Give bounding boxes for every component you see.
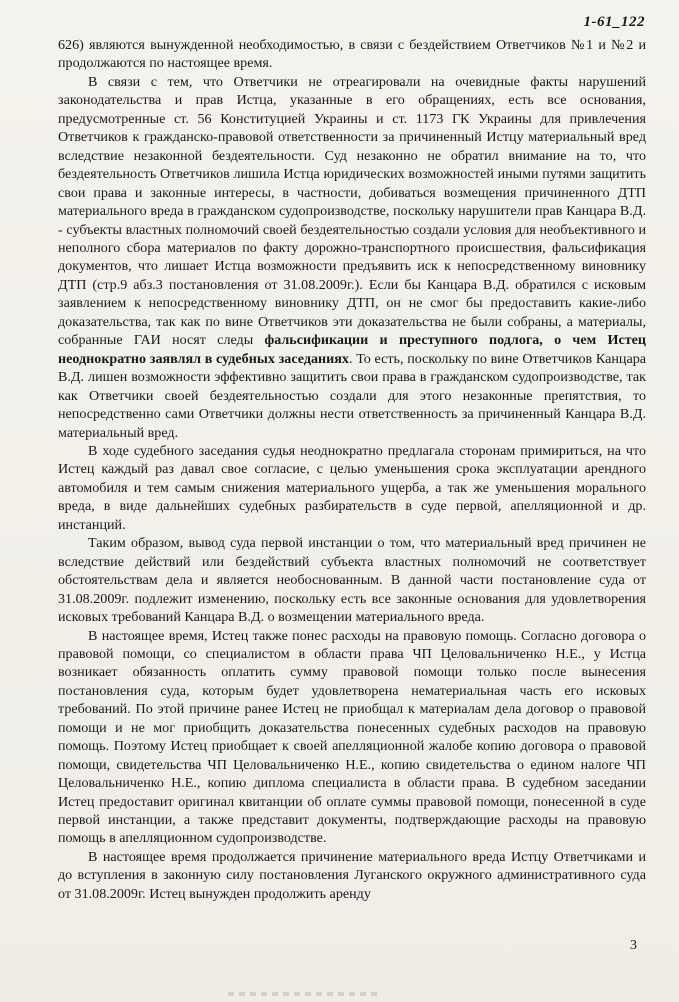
- paragraph-1: 626) являются вынужденной необходимостью, в связи с бездействием Ответчиков №1 и №2 и продолжаются по настоящее время.: [58, 37, 646, 72]
- document-code: 1-61_122: [583, 14, 645, 30]
- paragraph-5: В настоящее время, Истец также понес расходы на правовую помощь. Согласно договора о правовой помощи, со специалистом в области права ЧП Целовальниченко Н.Е., у Истца возникает обязанность оплатить сумму правовой помощи только после вынесения постановления суда, которым будет удовлетворена нематериальная часть его исковых требований. По этой причине ранее Истец не приобщал к материалам дела договор о правовой помощи и не мог приобщить доказательства понесенных судебных расходов на правовую помощь. Поэтому Истец приобщает к своей апелляционной жалобе копию договора о правовой помощи, свидетельства ЧП Целовальниченко Н.Е., копию свидетельства о едином налоге ЧП Целовальниченко Н.Е., копию диплома специалиста в области права. В судебном заседании Истец предоставит оригинал квитанции об оплате суммы правовой помощи, понесенной в суде первой инстанции, а также представит документы, подтверждающие расходы на правовую помощь в апелляционном судопроизводстве.: [58, 627, 646, 847]
- document-body: [58, 36, 646, 903]
- paragraph-2-text: В связи с тем, что Ответчики не отреагировали на очевидные факты нарушений законодательства и прав Истца, указанные в его обращениях, есть все основания, предусмотренные ст. 56 Конституцией Украины и ст. 1173 ГК Украины для привлечения Ответчиков к гражданско-правовой ответственности за причиненный Истцу материальный вред вследствие незаконной бездеятельности. Суд незаконно не обратил внимание на то, что бездеятельность Ответчиков лишила Истца юридических возможностей иными путями защитить свои права и законные интересы, в частности, добиваться возмещения причиненного ДТП материального вреда в гражданском судопроизводстве, поскольку нарушители прав Канцара В.Д. - субъекты властных полномочий своей бездеятельностью создали условия для необъективного и неполного сбора материалов по факту дорожно-транспортного происшествия, фальсификация документов, что лишает Истца возможности предъявить иск к непосредственному виновнику ДТП (стр.9 абз.3 постановления от 31.08.2009г.). Если бы Канцара В.Д. обратился с исковым заявлением к непосредственному виновнику ДТП, он не смог бы предоставить какие-либо доказательства, так как по вине Ответчиков эти доказательства не были собраны, а материалы, собранные ГАИ носят следы: [58, 73, 646, 349]
- paragraph-6: В настоящее время продолжается причинение материального вреда Истцу Ответчиками и до вступления в законную силу постановления Луганского окружного административного суда от 31.08.2009г. Истец вынужден продолжить аренду: [58, 848, 646, 902]
- paragraph-4: Таким образом, вывод суда первой инстанции о том, что материальный вред причинен не вследствие действий или бездействий субъекта властных полномочий не соответствует обстоятельствам дела и является необоснованным. В данной части постановление суда от 31.08.2009г. подлежит изменению, поскольку есть все законные основания для удовлетворения исковых требований Канцара В.Д. о возмещении материального вреда.: [58, 535, 646, 626]
- paragraph-2-bold: фальсификации и преступного подлога, о чем Истец неоднократно заявлял в судебных заседаниях: [58, 332, 646, 367]
- paragraph-2-after: . То есть, поскольку по вине Ответчиков Канцара В.Д. лишен возможности эффективно защитить свои права в гражданском судопроизводстве, так как Ответчики своей бездеятельностью создали для этого незаконные препятствия, то непосредственно сами Ответчики должны нести ответственность за причиненный Канцара В.Д. материальный вред.: [58, 350, 647, 441]
- paragraph-2: [58, 73, 646, 442]
- page-number: 3: [630, 938, 637, 953]
- scan-artifact: [228, 992, 378, 996]
- paragraph-3: В ходе судебного заседания судья неоднократно предлагала сторонам примириться, на что Истец каждый раз давал свое согласие, с целью уменьшения срока эксплуатации арендного автомобиля и тем самым снижения материального ущерба, а так же уменьшения морального вреда, в виде дальнейших судебных разбирательств в суде первой, апелляционной и др. инстанций.: [58, 442, 646, 533]
